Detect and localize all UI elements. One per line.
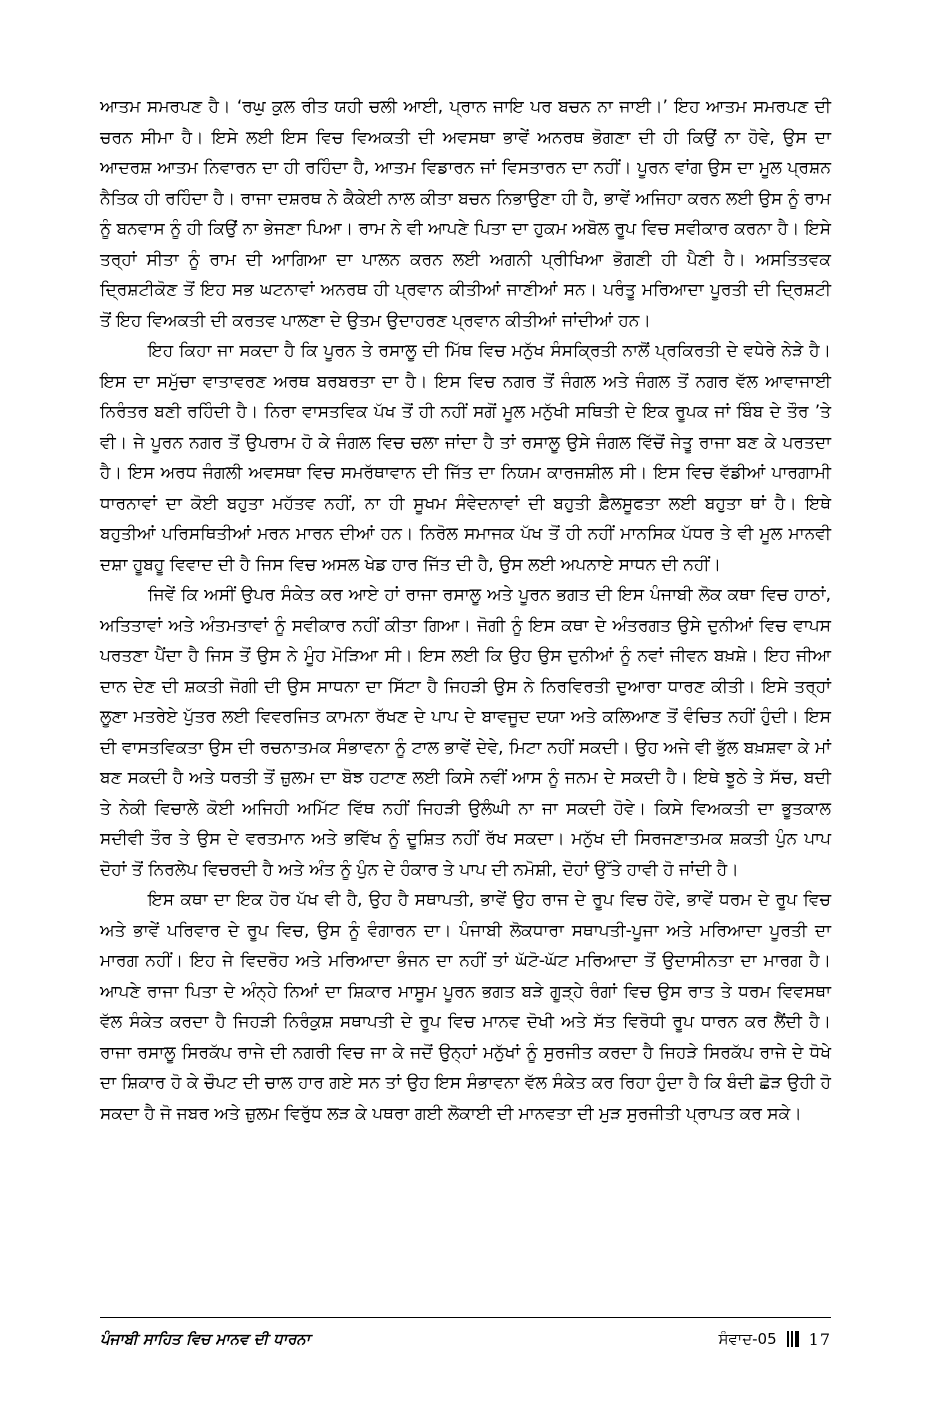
paragraph-4: ਇਸ ਕਥਾ ਦਾ ਇਕ ਹੋਰ ਪੱਖ ਵੀ ਹੈ, ਉਹ ਹੈ ਸਥਾਪਤੀ, ਭਾਵੇਂ ਉਹ ਰਾਜ ਦੇ ਰੂਪ ਵਿਚ ਹੋਵੇ, ਭਾਵੇਂ ਧਰਮ ਦੇ ਰੂਪ ਵਿਚ ਅਤੇ ਭਾਵੇਂ ਪਰਿਵਾਰ ਦੇ ਰੂਪ ਵਿਚ, ਉਸ ਨੂੰ ਵੰਗਾਰਨ ਦਾ। ਪੰਜਾਬੀ ਲੋਕਧਾਰਾ ਸਥਾਪਤੀ-ਪੂਜਾ ਅਤੇ ਮਰਿਆਦਾ ਪੂਰਤੀ ਦਾ ਮਾਰਗ ਨਹੀਂ। ਇਹ ਜੇ ਵਿਦਰੋਹ ਅਤੇ ਮਰਿਆਦਾ ਭੰਜਨ ਦਾ ਨਹੀਂ ਤਾਂ ਘੱਟੋ-ਘੱਟ ਮਰਿਆਦਾ ਤੋਂ ਉਦਾਸੀਨਤਾ ਦਾ ਮਾਰਗ ਹੈ। ਆਪਣੇ ਰਾਜਾ ਪਿਤਾ ਦੇ ਅੰਨ੍ਹੇ ਨਿਆਂ ਦਾ ਸ਼ਿਕਾਰ ਮਾਸੂਮ ਪੂਰਨ ਭਗਤ ਬੜੇ ਗੂੜ੍ਹੇ ਰੰਗਾਂ ਵਿਚ ਉਸ ਰਾਤ ਤੇ ਧਰਮ ਵਿਵਸਥਾ ਵੱਲ ਸੰਕੇਤ ਕਰਦਾ ਹੈ ਜਿਹੜੀ ਨਿਰੰਕੁਸ਼ ਸਥਾਪਤੀ ਦੇ ਰੂਪ ਵਿਚ ਮਾਨਵ ਦੋਖੀ ਅਤੇ ਸੱਤ ਵਿਰੋਧੀ ਰੂਪ ਧਾਰਨ ਕਰ ਲੈਂਦੀ ਹੈ। ਰਾਜਾ ਰਸਾਲੂ ਸਿਰਕੱਪ ਰਾਜੇ ਦੀ ਨਗਰੀ ਵਿਚ ਜਾ ਕੇ ਜਦੋਂ ਉਨ੍ਹਾਂ ਮਨੁੱਖਾਂ ਨੂੰ ਸੁਰਜੀਤ ਕਰਦਾ ਹੈ ਜਿਹੜੇ ਸਿਰਕੱਪ ਰਾਜੇ ਦੇ ਧੋਖੇ ਦਾ ਸ਼ਿਕਾਰ ਹੋ ਕੇ ਚੌਪਟ ਦੀ ਚਾਲ ਹਾਰ ਗਏ ਸਨ ਤਾਂ ਉਹ ਇਸ ਸੰਭਾਵਨਾ ਵੱਲ ਸੰਕੇਤ ਕਰ ਰਿਹਾ ਹੁੰਦਾ ਹੈ ਕਿ ਬੰਦੀ ਛੋੜ ਉਹੀ ਹੋ ਸਕਦਾ ਹੈ ਜੋ ਜਬਰ ਅਤੇ ਜ਼ੁਲਮ ਵਿਰੁੱਧ ਲੜ ਕੇ ਪਥਰਾ ਗਈ ਲੋਕਾਈ ਦੀ ਮਾਨਵਤਾ ਦੀ ਮੁੜ ਸੁਰਜੀਤੀ ਪ੍ਰਾਪਤ ਕਰ ਸਕੇ। [100,890,831,1124]
triple-bar-icon [787,1331,799,1347]
footer-rule [100,1317,831,1318]
paragraph-2: ਇਹ ਕਿਹਾ ਜਾ ਸਕਦਾ ਹੈ ਕਿ ਪੂਰਨ ਤੇ ਰਸਾਲੂ ਦੀ ਮਿੱਥ ਵਿਚ ਮਨੁੱਖ ਸੰਸਕ੍ਰਿਤੀ ਨਾਲੋਂ ਪ੍ਰਕਿਰਤੀ ਦੇ ਵਧੇਰੇ ਨੇੜੇ ਹੈ। ਇਸ ਦਾ ਸਮੁੱਚਾ ਵਾਤਾਵਰਣ ਅਰਥ ਬਰਬਰਤਾ ਦਾ ਹੈ। ਇਸ ਵਿਚ ਨਗਰ ਤੋਂ ਜੰਗਲ ਅਤੇ ਜੰਗਲ ਤੋਂ ਨਗਰ ਵੱਲ ਆਵਾਜਾਈ ਨਿਰੰਤਰ ਬਣੀ ਰਹਿੰਦੀ ਹੈ। ਨਿਰਾ ਵਾਸਤਵਿਕ ਪੱਖ ਤੋਂ ਹੀ ਨਹੀਂ ਸਗੋਂ ਮੂਲ ਮਨੁੱਖੀ ਸਥਿਤੀ ਦੇ ਇਕ ਰੂਪਕ ਜਾਂ ਬਿੰਬ ਦੇ ਤੌਰ ’ਤੇ ਵੀ। ਜੇ ਪੂਰਨ ਨਗਰ ਤੋਂ ਉਪਰਾਮ ਹੋ ਕੇ ਜੰਗਲ ਵਿਚ ਚਲਾ ਜਾਂਦਾ ਹੈ ਤਾਂ ਰਸਾਲੂ ਉਸੇ ਜੰਗਲ ਵਿੱਚੋਂ ਜੇਤੂ ਰਾਜਾ ਬਣ ਕੇ ਪਰਤਦਾ ਹੈ। ਇਸ ਅਰਧ ਜੰਗਲੀ ਅਵਸਥਾ ਵਿਚ ਸਮਰੱਥਾਵਾਨ ਦੀ ਜਿੱਤ ਦਾ ਨਿਯਮ ਕਾਰਜਸ਼ੀਲ ਸੀ। ਇਸ ਵਿਚ ਵੱਡੀਆਂ ਪਾਰਗਾਮੀ ਧਾਰਨਾਵਾਂ ਦਾ ਕੋਈ ਬਹੁਤਾ ਮਹੱਤਵ ਨਹੀਂ, ਨਾ ਹੀ ਸੂਖਮ ਸੰਵੇਦਨਾਵਾਂ ਦੀ ਬਹੁਤੀ ਫ਼ੈਲਸੂਫਤਾ ਲਈ ਬਹੁਤਾ ਥਾਂ ਹੈ। ਇਥੇ ਬਹੁਤੀਆਂ ਪਰਿਸਥਿਤੀਆਂ ਮਰਨ ਮਾਰਨ ਦੀਆਂ ਹਨ। ਨਿਰੋਲ ਸਮਾਜਕ ਪੱਖ ਤੋਂ ਹੀ ਨਹੀਂ ਮਾਨਸਿਕ ਪੱਧਰ ਤੇ ਵੀ ਮੂਲ ਮਾਨਵੀ ਦਸ਼ਾ ਹੂਬਹੂ ਵਿਵਾਦ ਦੀ ਹੈ ਜਿਸ ਵਿਚ ਅਸਲ ਖੇਡ ਹਾਰ ਜਿੱਤ ਦੀ ਹੈ, ਉਸ ਲਈ ਅਪਨਾਏ ਸਾਧਨ ਦੀ ਨਹੀਂ। [100,341,831,575]
paragraph-1: ਆਤਮ ਸਮਰਪਣ ਹੈ। ‘ਰਘੁ ਕੁਲ ਰੀਤ ਯਹੀ ਚਲੀ ਆਈ, ਪ੍ਰਾਨ ਜਾਇ ਪਰ ਬਚਨ ਨਾ ਜਾਈ।’ ਇਹ ਆਤਮ ਸਮਰਪਣ ਦੀ ਚਰਨ ਸੀਮਾ ਹੈ। ਇਸੇ ਲਈ ਇਸ ਵਿਚ ਵਿਅਕਤੀ ਦੀ ਅਵਸਥਾ ਭਾਵੇਂ ਅਨਰਥ ਭੋਗਣਾ ਦੀ ਹੀ ਕਿਉਂ ਨਾ ਹੋਵੇ, ਉਸ ਦਾ ਆਦਰਸ਼ ਆਤਮ ਨਿਵਾਰਨ ਦਾ ਹੀ ਰਹਿੰਦਾ ਹੈ, ਆਤਮ ਵਿਡਾਰਨ ਜਾਂ ਵਿਸਤਾਰਨ ਦਾ ਨਹੀਂ। ਪੂਰਨ ਵਾਂਗ ਉਸ ਦਾ ਮੂਲ ਪ੍ਰਸ਼ਨ ਨੈਤਿਕ ਹੀ ਰਹਿੰਦਾ ਹੈ। ਰਾਜਾ ਦਸ਼ਰਥ ਨੇ ਕੈਕੇਈ ਨਾਲ ਕੀਤਾ ਬਚਨ ਨਿਭਾਉਣਾ ਹੀ ਹੈ, ਭਾਵੇਂ ਅਜਿਹਾ ਕਰਨ ਲਈ ਉਸ ਨੂੰ ਰਾਮ ਨੂੰ ਬਨਵਾਸ ਨੂੰ ਹੀ ਕਿਉਂ ਨਾ ਭੇਜਣਾ ਪਿਆ। ਰਾਮ ਨੇ ਵੀ ਆਪਣੇ ਪਿਤਾ ਦਾ ਹੁਕਮ ਅਬੋਲ ਰੂਪ ਵਿਚ ਸਵੀਕਾਰ ਕਰਨਾ ਹੈ। ਇਸੇ ਤਰ੍ਹਾਂ ਸੀਤਾ ਨੂੰ ਰਾਮ ਦੀ ਆਗਿਆ ਦਾ ਪਾਲਨ ਕਰਨ ਲਈ ਅਗਨੀ ਪ੍ਰੀਖਿਆ ਭੋਗਣੀ ਹੀ ਪੈਣੀ ਹੈ। ਅਸਤਿਤਵਕ ਦ੍ਰਿਸ਼ਟੀਕੋਣ ਤੋਂ ਇਹ ਸਭ ਘਟਨਾਵਾਂ ਅਨਰਥ ਹੀ ਪ੍ਰਵਾਨ ਕੀਤੀਆਂ ਜਾਣੀਆਂ ਸਨ। ਪਰੰਤੂ ਮਰਿਆਦਾ ਪੂਰਤੀ ਦੀ ਦ੍ਰਿਸ਼ਟੀ ਤੋਂ ਇਹ ਵਿਅਕਤੀ ਦੀ ਕਰਤਵ ਪਾਲਣਾ ਦੇ ਉਤਮ ਉਦਾਹਰਣ ਪ੍ਰਵਾਨ ਕੀਤੀਆਂ ਜਾਂਦੀਆਂ ਹਨ। [100,97,831,331]
body-text [100,92,831,1129]
paragraph-3: ਜਿਵੇਂ ਕਿ ਅਸੀਂ ਉਪਰ ਸੰਕੇਤ ਕਰ ਆਏ ਹਾਂ ਰਾਜਾ ਰਸਾਲੂ ਅਤੇ ਪੂਰਨ ਭਗਤ ਦੀ ਇਸ ਪੰਜਾਬੀ ਲੋਕ ਕਥਾ ਵਿਚ ਹਾਠਾਂ, ਅਤਿਤਾਵਾਂ ਅਤੇ ਅੰਤਮਤਾਵਾਂ ਨੂੰ ਸਵੀਕਾਰ ਨਹੀਂ ਕੀਤਾ ਗਿਆ। ਜੋਗੀ ਨੂੰ ਇਸ ਕਥਾ ਦੇ ਅੰਤਰਗਤ ਉਸੇ ਦੁਨੀਆਂ ਵਿਚ ਵਾਪਸ ਪਰਤਣਾ ਪੈਂਦਾ ਹੈ ਜਿਸ ਤੋਂ ਉਸ ਨੇ ਮੂੰਹ ਮੋੜਿਆ ਸੀ। ਇਸ ਲਈ ਕਿ ਉਹ ਉਸ ਦੁਨੀਆਂ ਨੂੰ ਨਵਾਂ ਜੀਵਨ ਬਖ਼ਸ਼ੇ। ਇਹ ਜੀਆ ਦਾਨ ਦੇਣ ਦੀ ਸ਼ਕਤੀ ਜੋਗੀ ਦੀ ਉਸ ਸਾਧਨਾ ਦਾ ਸਿੱਟਾ ਹੈ ਜਿਹੜੀ ਉਸ ਨੇ ਨਿਰਵਿਰਤੀ ਦੁਆਰਾ ਧਾਰਣ ਕੀਤੀ। ਇਸੇ ਤਰ੍ਹਾਂ ਲੂਣਾ ਮਤਰੇਏ ਪੁੱਤਰ ਲਈ ਵਿਵਰਜਿਤ ਕਾਮਨਾ ਰੱਖਣ ਦੇ ਪਾਪ ਦੇ ਬਾਵਜੂਦ ਦਯਾ ਅਤੇ ਕਲਿਆਣ ਤੋਂ ਵੰਚਿਤ ਨਹੀਂ ਹੁੰਦੀ। ਇਸ ਦੀ ਵਾਸਤਵਿਕਤਾ ਉਸ ਦੀ ਰਚਨਾਤਮਕ ਸੰਭਾਵਨਾ ਨੂੰ ਟਾਲ ਭਾਵੇਂ ਦੇਵੇ, ਮਿਟਾ ਨਹੀਂ ਸਕਦੀ। ਉਹ ਅਜੇ ਵੀ ਭੁੱਲ ਬਖ਼ਸ਼ਵਾ ਕੇ ਮਾਂ ਬਣ ਸਕਦੀ ਹੈ ਅਤੇ ਧਰਤੀ ਤੋਂ ਜ਼ੁਲਮ ਦਾ ਬੋਝ ਹਟਾਣ ਲਈ ਕਿਸੇ ਨਵੀਂ ਆਸ ਨੂੰ ਜਨਮ ਦੇ ਸਕਦੀ ਹੈ। ਇਥੇ ਝੂਠੇ ਤੇ ਸੱਚ, ਬਦੀ ਤੇ ਨੇਕੀ ਵਿਚਾਲੇ ਕੋਈ ਅਜਿਹੀ ਅਮਿੱਟ ਵਿੱਥ ਨਹੀਂ ਜਿਹੜੀ ਉਲੰਘੀ ਨਾ ਜਾ ਸਕਦੀ ਹੋਵੇ। ਕਿਸੇ ਵਿਅਕਤੀ ਦਾ ਭੂਤਕਾਲ ਸਦੀਵੀ ਤੌਰ ਤੇ ਉਸ ਦੇ ਵਰਤਮਾਨ ਅਤੇ ਭਵਿੱਖ ਨੂੰ ਦੂਸ਼ਿਤ ਨਹੀਂ ਰੱਖ ਸਕਦਾ। ਮਨੁੱਖ ਦੀ ਸਿਰਜਣਾਤਮਕ ਸ਼ਕਤੀ ਪੁੰਨ ਪਾਪ ਦੋਹਾਂ ਤੋਂ ਨਿਰਲੇਪ ਵਿਚਰਦੀ ਹੈ ਅਤੇ ਅੰਤ ਨੂੰ ਪੁੰਨ ਦੇ ਹੰਕਾਰ ਤੇ ਪਾਪ ਦੀ ਨਮੋਸ਼ੀ, ਦੋਹਾਂ ਉੱਤੇ ਹਾਵੀ ਹੋ ਜਾਂਦੀ ਹੈ। [100,585,831,880]
footer-right [719,1330,831,1349]
page-footer [100,1322,831,1356]
page-number: 17 [808,1329,831,1349]
running-title: ਪੰਜਾਬੀ ਸਾਹਿਤ ਵਿਚ ਮਾਨਵ ਦੀ ਧਾਰਨਾ [100,1330,311,1348]
journal-name: ਸੰਵਾਦ-05 [718,1330,777,1348]
